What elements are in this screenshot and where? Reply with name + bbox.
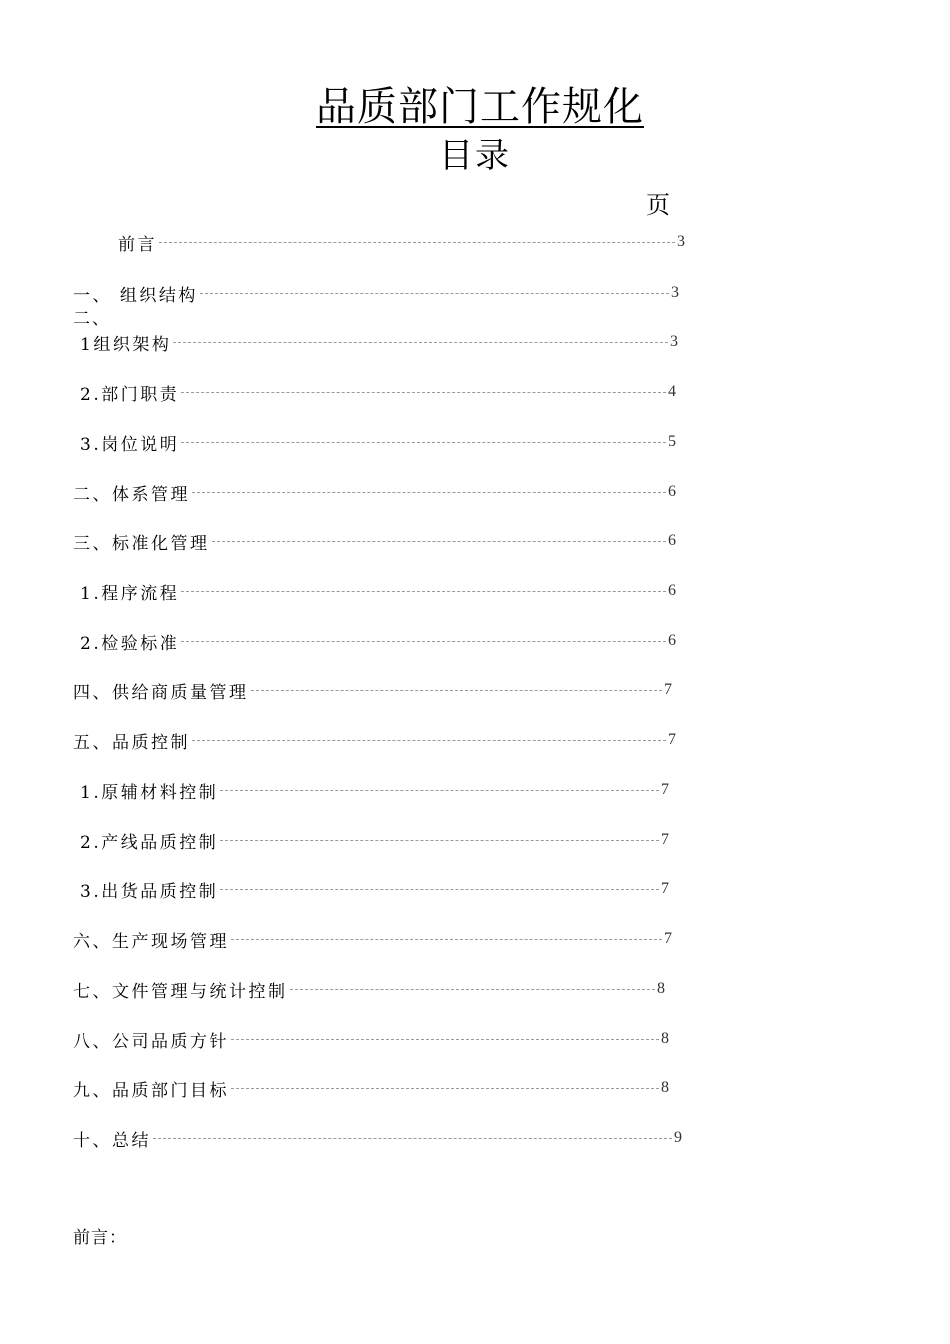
- toc-entry-page: 5: [668, 433, 676, 450]
- toc-entry-label: 1.程序流程: [80, 583, 180, 604]
- toc-entry-org-chart[interactable]: [80, 330, 678, 354]
- toc-entry-label: 2.检验标准: [80, 633, 180, 654]
- toc-entry-label: 一、 组织结构: [73, 285, 198, 306]
- toc-entry-quality-policy[interactable]: [73, 1027, 669, 1051]
- toc-entry-page: 8: [661, 1030, 669, 1047]
- toc-entry-label: 六、生产现场管理: [73, 931, 229, 952]
- toc-entry-page: 7: [664, 681, 672, 698]
- toc-entry-quality-control[interactable]: [73, 728, 676, 752]
- toc-entry-label: 2.产线品质控制: [80, 832, 219, 853]
- toc-entry-label: 七、文件管理与统计控制: [73, 981, 288, 1002]
- toc-heading: 目录: [439, 136, 511, 176]
- toc-entry-supplier-quality[interactable]: [73, 678, 672, 702]
- toc-entry-label: 八、公司品质方针: [73, 1031, 229, 1052]
- dot-leader: [290, 989, 656, 990]
- toc-entry-label: 3.岗位说明: [80, 434, 180, 455]
- toc-entry-label: 3.出货品质控制: [80, 881, 219, 902]
- toc-entry-label: 前言: [118, 234, 157, 255]
- dot-leader: [181, 591, 666, 592]
- toc-entry-organization[interactable]: [73, 281, 679, 305]
- dot-leader: [173, 342, 668, 343]
- toc-entry-line-quality[interactable]: [80, 828, 669, 852]
- toc-entry-label: 九、品质部门目标: [73, 1080, 229, 1101]
- dot-leader: [220, 840, 659, 841]
- toc-entry-page: 3: [677, 233, 685, 250]
- dot-leader: [220, 889, 659, 890]
- toc-entry-page: 7: [661, 781, 669, 798]
- dot-leader: [192, 740, 666, 741]
- toc-entry-job-description[interactable]: [80, 430, 676, 454]
- toc-entry-dept-duties[interactable]: [80, 380, 676, 404]
- toc-entry-page: 7: [661, 831, 669, 848]
- dot-leader: [181, 392, 666, 393]
- toc-entry-shipping-quality[interactable]: [80, 877, 669, 901]
- toc-entry-label: 十、总结: [73, 1130, 151, 1151]
- dot-leader: [231, 1039, 659, 1040]
- toc-entry-inspection-standards[interactable]: [80, 629, 676, 653]
- toc-entry-label: 三、标准化管理: [73, 533, 210, 554]
- dot-leader: [212, 541, 667, 542]
- dot-leader: [181, 442, 666, 443]
- dot-leader: [153, 1138, 672, 1139]
- toc-entry-system-management[interactable]: [73, 480, 676, 504]
- toc-entry-page: 8: [661, 1079, 669, 1096]
- orphan-heading-number: 二、: [73, 309, 111, 329]
- dot-leader: [231, 1088, 659, 1089]
- toc-entry-summary[interactable]: [73, 1126, 682, 1150]
- toc-entry-label: 2.部门职责: [80, 384, 180, 405]
- toc-entry-page: 8: [657, 980, 665, 997]
- foreword-heading: 前言：: [73, 1228, 127, 1248]
- toc-entry-document-statistics[interactable]: [73, 977, 665, 1001]
- toc-entry-procedures[interactable]: [80, 579, 676, 603]
- toc-entry-page: 9: [674, 1129, 682, 1146]
- dot-leader: [200, 293, 669, 294]
- toc-entry-preface[interactable]: [118, 230, 685, 254]
- toc-entry-label: 四、供给商质量管理: [73, 682, 249, 703]
- toc-entry-page: 6: [668, 483, 676, 500]
- toc-entry-page: 7: [668, 731, 676, 748]
- dot-leader: [251, 690, 663, 691]
- toc-entry-label: 五、品质控制: [73, 732, 190, 753]
- dot-leader: [220, 790, 659, 791]
- toc-entry-page: 6: [668, 532, 676, 549]
- dot-leader: [181, 641, 666, 642]
- dot-leader: [159, 242, 675, 243]
- toc-entry-page: 7: [664, 930, 672, 947]
- toc-entry-page: 3: [671, 284, 679, 301]
- dot-leader: [231, 939, 662, 940]
- toc-entry-page: 4: [668, 383, 676, 400]
- document-title-text: 品质部门工作规化: [316, 84, 644, 130]
- page-column-label: 页: [646, 191, 670, 219]
- toc-entry-department-goals[interactable]: [73, 1076, 669, 1100]
- document-title: [0, 82, 950, 132]
- toc-entry-label: 1组织架构: [80, 334, 172, 355]
- toc-entry-page: 6: [668, 582, 676, 599]
- toc-entry-page: 3: [670, 333, 678, 350]
- toc-entry-standardization[interactable]: [73, 529, 676, 553]
- toc-entry-label: 二、体系管理: [73, 484, 190, 505]
- dot-leader: [192, 492, 666, 493]
- toc-entry-page: 6: [668, 632, 676, 649]
- toc-entry-raw-materials[interactable]: [80, 778, 669, 802]
- toc-entry-page: 7: [661, 880, 669, 897]
- toc-entry-production-site[interactable]: [73, 927, 672, 951]
- toc-entry-label: 1.原辅材料控制: [80, 782, 219, 803]
